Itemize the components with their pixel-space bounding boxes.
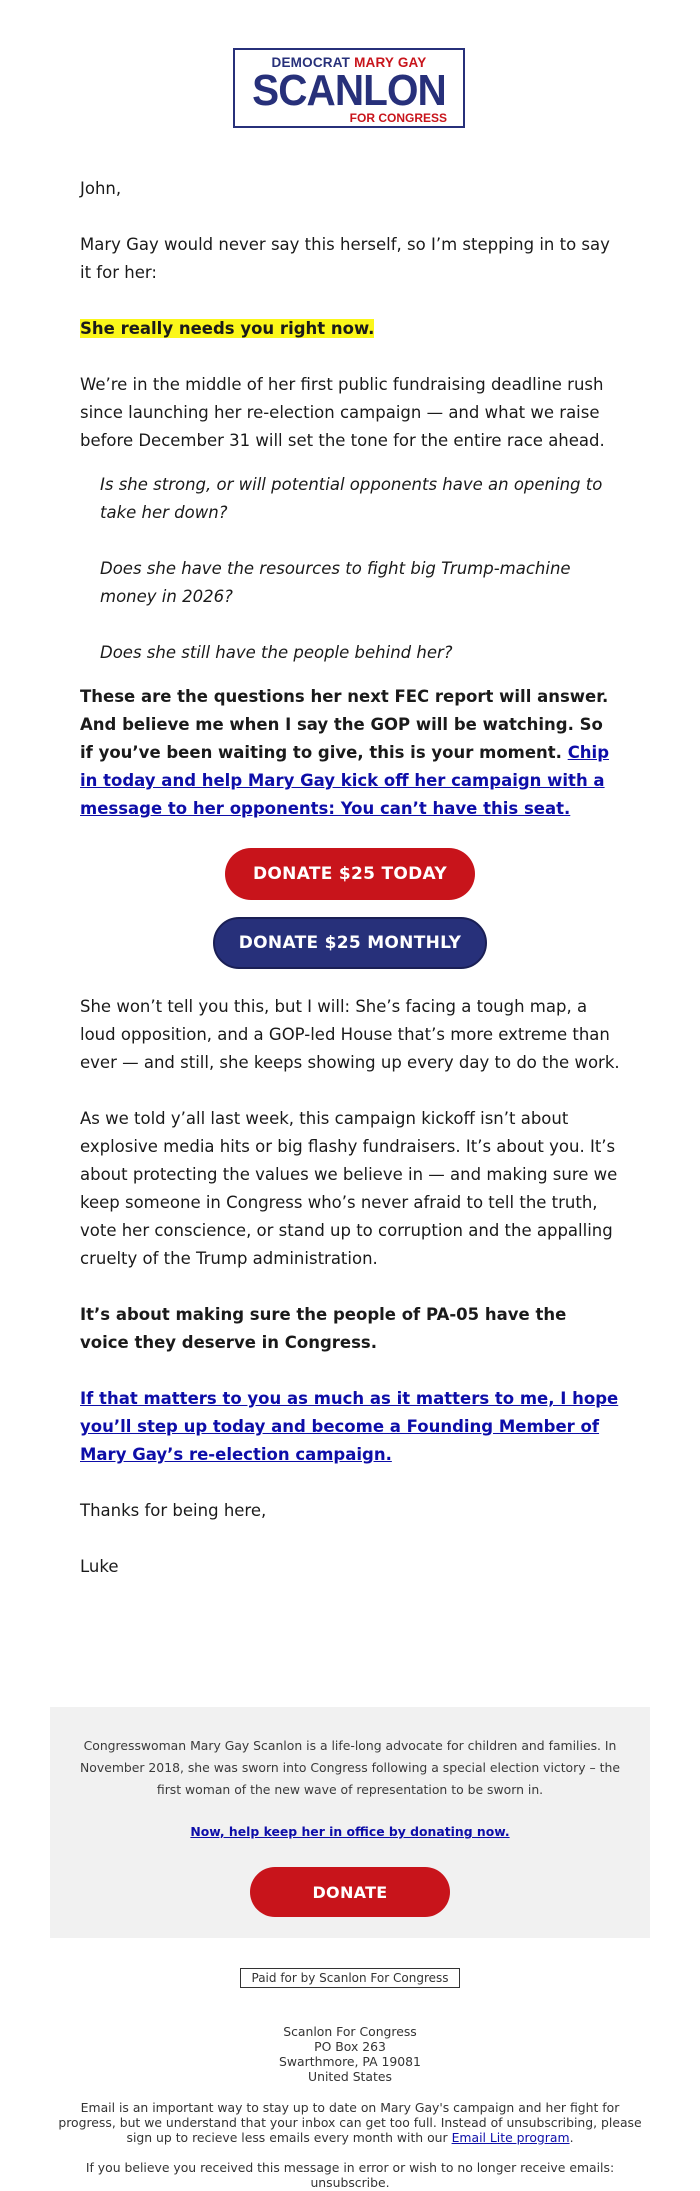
logo-line-2: SCANLON (252, 66, 446, 115)
logo-line-1: DEMOCRAT MARY GAY (271, 55, 427, 70)
paid-for-disclaimer: Paid for by Scanlon For Congress (240, 1968, 460, 1988)
deadline-paragraph: We’re in the middle of her first public fundraising deadline rush since launching her re-election campaign — and what we raise before December 31 will set the tone for the entire race ahead. (80, 375, 605, 450)
founding-member-paragraph (80, 1385, 620, 1469)
address-line: Scanlon For Congress (283, 2024, 417, 2039)
address-line: United States (308, 2069, 392, 2084)
fec-text: These are the questions her next FEC report will answer. And believe me when I say the GOP will be watching. So if you’ve been waiting to give, this is your moment. (80, 687, 609, 762)
unsubscribe-link[interactable]: unsubscribe. (310, 2175, 390, 2190)
intro-paragraph: Mary Gay would never say this herself, so I’m stepping in to say it for her: (80, 235, 610, 282)
email-lite-link[interactable]: Email Lite program (451, 2130, 570, 2145)
pa05-paragraph: It’s about making sure the people of PA-05 have the voice they deserve in Congress. (80, 1305, 567, 1352)
unsubscribe-text: If you believe you received this message in error or wish to no longer receive emails: (85, 2160, 615, 2175)
signature: Luke (80, 1557, 119, 1576)
founding-member-link[interactable]: If that matters to you as much as it matters to me, I hope you’ll step up today and become a Founding Member of Mary Gay’s re-election campaign. (80, 1389, 619, 1464)
address-line: PO Box 263 (314, 2039, 386, 2054)
tough-map-paragraph: She won’t tell you this, but I will: She’s facing a tough map, a loud opposition, and a GOP-led House that’s more extreme than ever — and still, she keeps showing up every day to do the work. (80, 997, 620, 1072)
highlight-paragraph (80, 315, 620, 343)
fec-paragraph (80, 683, 620, 823)
kickoff-paragraph: As we told y’all last week, this campaign kickoff isn’t about explosive media hits or big flashy fundraisers. It’s about you. It’s about protecting the values we believe in — and making sure we keep someone in Congress who’s never afraid to tell the truth, vote her conscience, or stand up to corruption and the appalling cruelty of the Trump administration. (80, 1109, 618, 1268)
campaign-logo (233, 48, 465, 128)
donate-25-today-button[interactable]: DONATE $25 TODAY (225, 848, 475, 900)
bio-text: Congresswoman Mary Gay Scanlon is a life-long advocate for children and families. In November 2018, she was sworn into Congress following a special election victory – the first woman of the new wave of representation to be sworn in. (80, 1738, 620, 1797)
donate-now-link[interactable]: Now, help keep her in office by donating now. (190, 1824, 510, 1839)
thanks-line: Thanks for being here, (80, 1501, 267, 1520)
email-lite-end: . (569, 2130, 574, 2145)
quote-1: Is she strong, or will potential opponents have an opening to take her down? (100, 475, 603, 522)
footer-bio-box (50, 1707, 650, 1938)
logo-line-3: FOR CONGRESS (349, 111, 447, 125)
chip-in-link[interactable]: Chip in today and help Mary Gay kick off her campaign with a message to her opponents: You can’t have this seat. (80, 743, 610, 818)
email-lite-note (55, 2100, 645, 2145)
mailing-address (0, 2024, 700, 2084)
quote-2: Does she have the resources to fight big Trump-machine money in 2026? (100, 559, 571, 606)
footer-donate-button[interactable]: DONATE (250, 1867, 450, 1917)
greeting: John, (80, 179, 122, 198)
unsubscribe-note (55, 2160, 645, 2190)
address-line: Swarthmore, PA 19081 (279, 2054, 421, 2069)
email-lite-text: Email is an important way to stay up to date on Mary Gay's campaign and her fight for progress, but we understand that your inbox can get too full. Instead of unsubscribing, please sign up to recieve less emails every month with our (58, 2100, 642, 2145)
quote-3: Does she still have the people behind her? (100, 643, 453, 662)
donate-25-monthly-button[interactable]: DONATE $25 MONTHLY (213, 917, 487, 969)
highlight-text: She really needs you right now. (80, 319, 375, 338)
